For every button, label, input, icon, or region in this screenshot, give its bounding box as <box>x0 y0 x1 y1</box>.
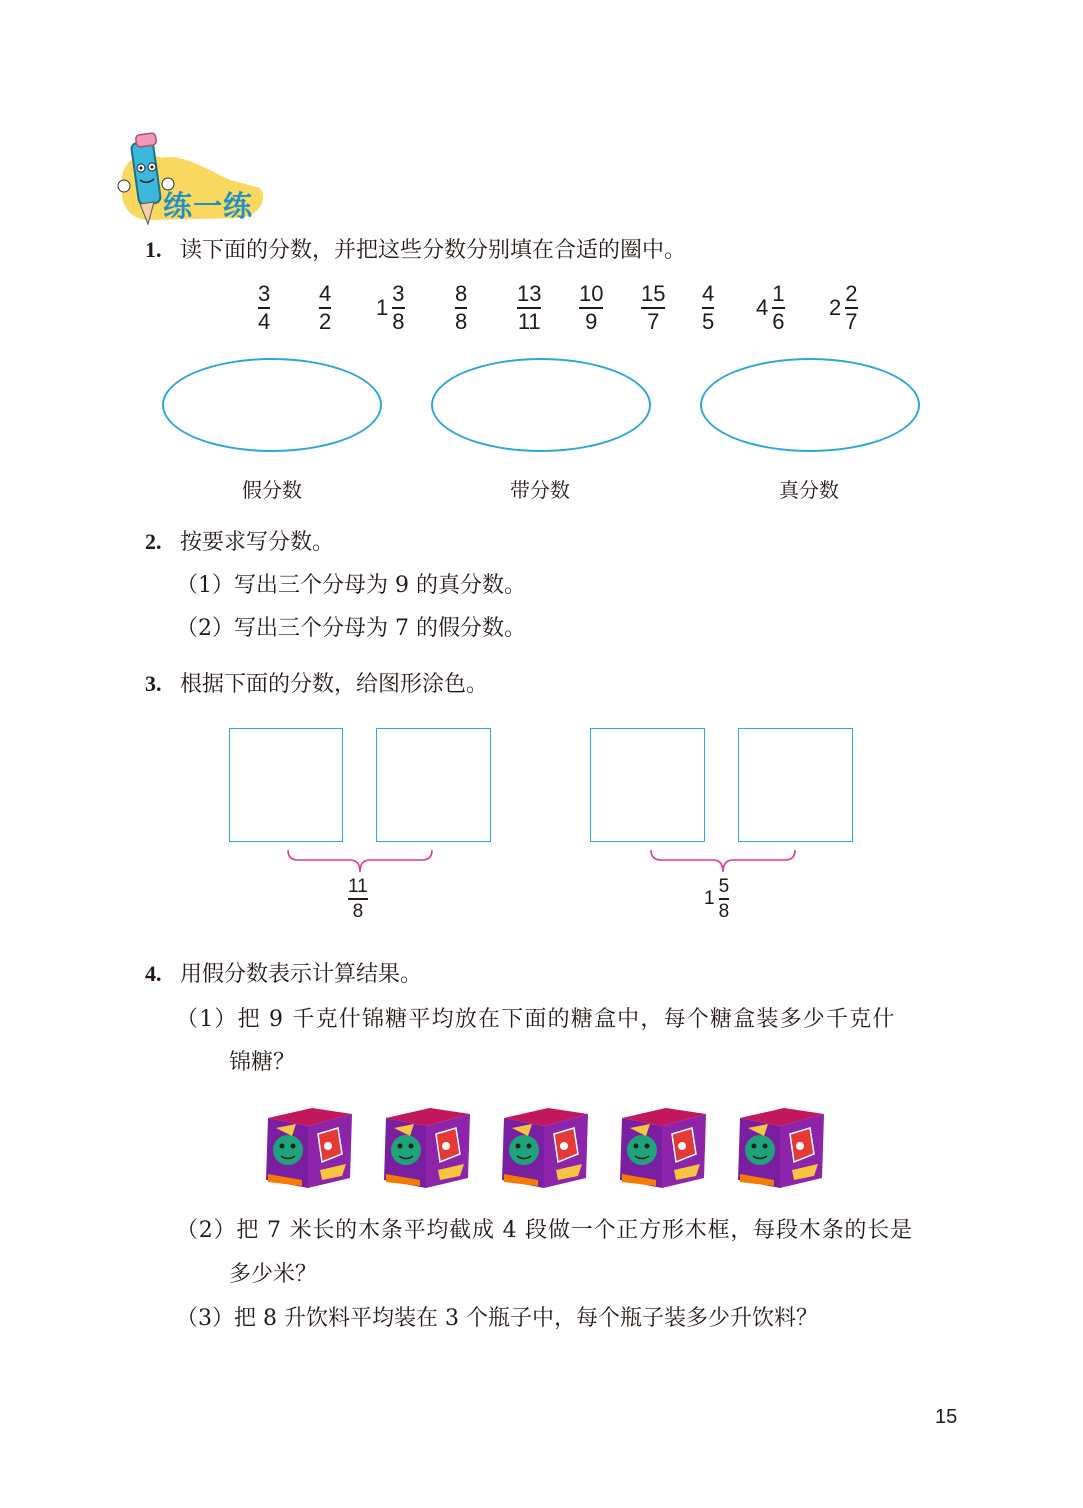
fraction-denominator: 5 <box>702 308 715 334</box>
section-title: 练一练 <box>163 189 254 223</box>
fraction-numerator: 4 <box>702 281 715 306</box>
candy-box-icon <box>734 1104 826 1190</box>
answer-circle-proper[interactable] <box>700 358 920 452</box>
question-4-sub-3: （3）把 8 升饮料平均装在 3 个瓶子中，每个瓶子装多少升饮料？ <box>176 1306 818 1331</box>
answer-circle-mixed[interactable] <box>431 358 651 452</box>
fraction-denominator: 8 <box>392 308 405 334</box>
fraction-denominator: 8 <box>718 900 730 922</box>
fraction-numerator: 2 <box>845 281 858 306</box>
fraction-3 <box>376 282 405 334</box>
fraction-numerator: 3 <box>258 281 271 306</box>
question-4-sub-1-line-2: 锦糖？ <box>229 1050 296 1075</box>
question-number-1: 1. <box>145 237 162 262</box>
circle-label-proper: 真分数 <box>779 478 839 502</box>
page-number: 15 <box>935 1406 958 1428</box>
question-4-text: 用假分数表示计算结果。 <box>180 962 423 987</box>
fraction-6 <box>575 282 603 334</box>
fraction-numerator: 15 <box>641 281 666 306</box>
question-2-text: 按要求写分数。 <box>180 530 335 555</box>
fraction-numerator: 8 <box>455 281 468 306</box>
fraction-label-2 <box>704 876 729 922</box>
fraction-numerator: 10 <box>579 281 604 306</box>
fraction-denominator: 4 <box>258 308 271 334</box>
question-number-3: 3. <box>145 671 162 696</box>
candy-box-icon <box>262 1104 354 1190</box>
fraction-denominator: 7 <box>845 308 858 334</box>
question-4-sub-1-line-1: （1）把 9 千克什锦糖平均放在下面的糖盒中，每个糖盒装多少千克什 <box>176 1007 896 1032</box>
fraction-numerator: 5 <box>718 876 730 897</box>
fraction-5 <box>513 282 541 334</box>
fraction-10 <box>829 282 858 334</box>
fraction-denominator: 9 <box>585 308 598 334</box>
fraction-label-1 <box>348 876 368 922</box>
fraction-denominator: 2 <box>319 308 332 334</box>
fraction-denominator: 11 <box>517 308 541 334</box>
question-2-sub-2: （2）写出三个分母为 7 的假分数。 <box>176 616 526 641</box>
candy-box-icon <box>380 1104 472 1190</box>
question-4-sub-2-line-2: 多少米？ <box>229 1262 318 1287</box>
fraction-numerator: 3 <box>392 281 405 306</box>
fraction-numerator: 11 <box>348 876 368 897</box>
brace-1 <box>286 848 434 874</box>
answer-circle-improper[interactable] <box>162 358 382 452</box>
square-3[interactable] <box>590 728 705 842</box>
fraction-numerator: 13 <box>517 281 542 306</box>
circle-label-mixed: 带分数 <box>510 478 570 502</box>
fraction-denominator: 8 <box>455 308 468 334</box>
question-number-2: 2. <box>145 529 162 554</box>
mixed-whole: 4 <box>756 294 769 320</box>
fraction-9 <box>756 282 785 334</box>
brace-2 <box>649 848 797 874</box>
fraction-denominator: 8 <box>352 900 364 922</box>
fraction-7 <box>637 282 665 334</box>
mixed-whole: 1 <box>704 887 715 909</box>
candy-box-icon <box>616 1104 708 1190</box>
fraction-2 <box>315 282 331 334</box>
mixed-whole: 2 <box>829 294 842 320</box>
question-number-4: 4. <box>145 961 162 986</box>
fraction-denominator: 7 <box>647 308 660 334</box>
section-header <box>110 128 280 228</box>
fraction-8 <box>698 282 714 334</box>
candy-box-icon <box>498 1104 590 1190</box>
circle-label-improper: 假分数 <box>242 478 302 502</box>
fraction-4 <box>451 282 467 334</box>
question-3-text: 根据下面的分数，给图形涂色。 <box>180 672 489 697</box>
square-4[interactable] <box>738 728 853 842</box>
square-1[interactable] <box>229 728 343 842</box>
question-2-sub-1: （1）写出三个分母为 9 的真分数。 <box>176 573 526 598</box>
fraction-numerator: 4 <box>319 281 332 306</box>
fraction-numerator: 1 <box>772 281 785 306</box>
question-1-text: 读下面的分数，并把这些分数分别填在合适的圈中。 <box>180 238 687 263</box>
square-2[interactable] <box>376 728 491 842</box>
fraction-denominator: 6 <box>772 308 785 334</box>
question-4-sub-2-line-1: （2）把 7 米长的木条平均截成 4 段做一个正方形木框，每段木条的长是 <box>176 1218 913 1243</box>
mixed-whole: 1 <box>376 294 389 320</box>
fraction-1 <box>254 282 270 334</box>
